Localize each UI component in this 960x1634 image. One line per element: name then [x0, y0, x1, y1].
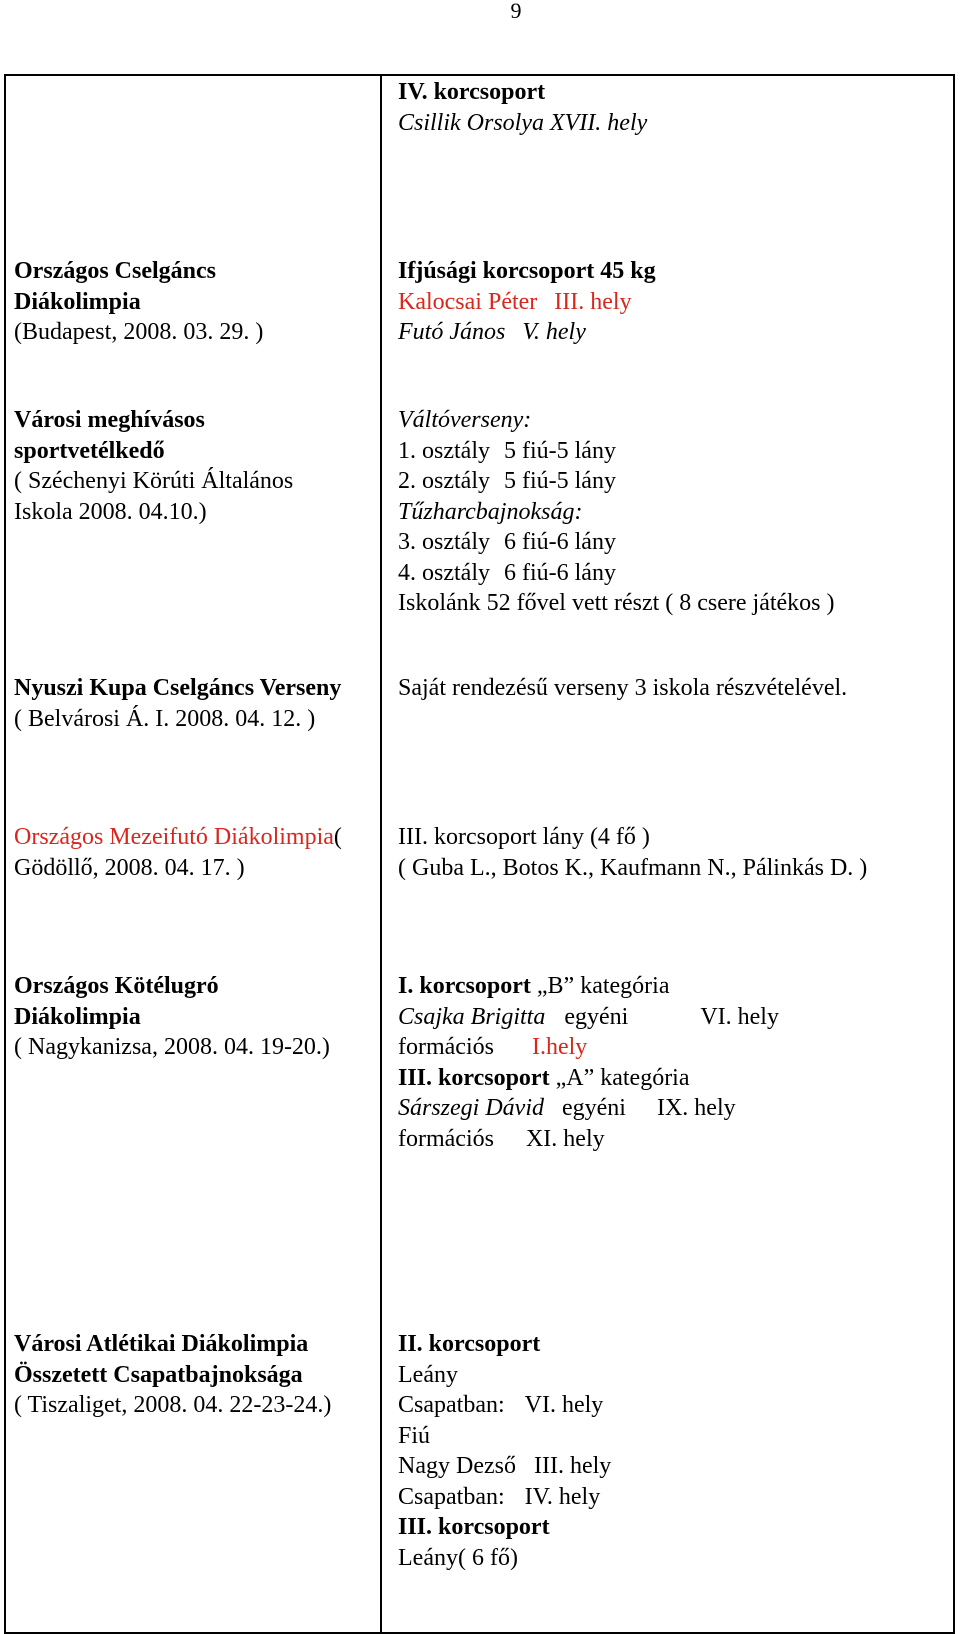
athlete-name: Nagy Dezső [398, 1453, 516, 1479]
column-divider [380, 74, 382, 1634]
result-line [398, 1032, 779, 1063]
row7-results [398, 1329, 611, 1573]
team-members: ( Guba L., Botos K., Kaufmann N., Pálinkás D. ) [398, 854, 868, 881]
page-number: 9 [510, 0, 522, 23]
row4-event [14, 673, 341, 734]
gender-label: Leány [398, 1361, 458, 1388]
row7-event [14, 1329, 331, 1421]
placement: V. hely [522, 319, 586, 345]
team-composition: 6 fiú-6 lány [503, 529, 616, 555]
team-composition: 6 fiú-6 lány [503, 559, 616, 586]
event-location-date: ( Tiszaliget, 2008. 04. 22-23-24.) [14, 1392, 332, 1418]
event-location-date: Gödöllő, 2008. 04. 17. ) [14, 854, 245, 881]
category-title: III. korcsoport lány (4 fő ) [398, 824, 650, 850]
class-label: 3. osztály [398, 529, 490, 555]
category-line [398, 1063, 779, 1094]
subevent-title: Váltóverseny: [398, 407, 532, 433]
row5-event [14, 822, 342, 883]
row5-results [398, 822, 867, 883]
category-title: III. korcsoport [398, 1064, 550, 1091]
row3-results [398, 405, 835, 619]
class-label: 4. osztály [398, 559, 490, 586]
category-title: I. korcsoport [398, 973, 531, 999]
result-line [398, 558, 835, 589]
row2-event [14, 256, 263, 348]
event-location-date: (Budapest, 2008. 03. 29. ) [14, 319, 264, 345]
athlete-name: Kalocsai Péter [398, 288, 538, 315]
team-composition: 5 fiú-5 lány [503, 437, 616, 464]
result-line [398, 527, 835, 558]
result-line [398, 317, 656, 348]
row4-results [398, 673, 847, 704]
event-title-cont: Diákolimpia [14, 288, 141, 315]
event-title-red: Országos Mezeifutó Diákolimpia [14, 824, 334, 850]
event-title [14, 822, 342, 853]
class-label: 2. osztály [398, 468, 490, 494]
athlete-name: Sárszegi Dávid [398, 1095, 544, 1121]
result-line [398, 1482, 611, 1513]
category-title: Ifjúsági korcsoport 45 kg [398, 258, 656, 284]
result-line [398, 1390, 611, 1421]
subevent-title: Tűzharcbajnokság: [398, 498, 583, 525]
event-title: Országos Cselgáncs [14, 258, 216, 284]
class-label: 1. osztály [398, 437, 490, 464]
participation-note: Iskolánk 52 fővel vett részt ( 8 csere játékos ) [398, 590, 835, 616]
result-line [398, 287, 656, 318]
athlete-name: Csajka Brigitta [398, 1003, 546, 1030]
event-location-date: Iskola 2008. 04.10.) [14, 498, 207, 525]
result-line [398, 1124, 779, 1155]
event-paren: ( [333, 824, 342, 850]
event-title: Országos Kötélugró [14, 973, 219, 999]
event-title-cont: Diákolimpia [14, 1003, 141, 1030]
category-title: II. korcsoport [398, 1331, 541, 1357]
result-line [398, 466, 835, 497]
row6-results [398, 971, 779, 1154]
gender-label: Leány( 6 fő) [398, 1544, 518, 1571]
event-title-cont: Összetett Csapatbajnoksága [14, 1361, 303, 1388]
event-title: Városi meghívásos [14, 407, 205, 433]
row3-event [14, 405, 293, 527]
result-line [398, 1093, 779, 1124]
row2-results [398, 256, 656, 348]
athlete-name: Futó János [398, 319, 506, 345]
result-line: Csillik Orsolya XVII. hely [398, 109, 648, 136]
placement: I.hely [531, 1034, 588, 1060]
event-title: Városi Atlétikai Diákolimpia [14, 1331, 309, 1357]
placement: VI. hely [524, 1392, 604, 1418]
placement: III. hely [554, 288, 632, 315]
event-location: ( Széchenyi Körúti Általános [14, 468, 294, 494]
event-title: Nyuszi Kupa Cselgáncs Verseny [14, 675, 342, 701]
team-composition: 5 fiú-5 lány [503, 468, 616, 494]
category-line [398, 971, 779, 1002]
gender-label: Fiú [398, 1422, 431, 1449]
entry-type: formációs [398, 1034, 494, 1060]
entry-type: egyéni [562, 1095, 626, 1121]
category-title: III. korcsoport [398, 1514, 550, 1540]
placement: III. hely [533, 1453, 612, 1479]
result-note: Saját rendezésű verseny 3 iskola részvételével. [398, 675, 848, 701]
placement: VI. hely [700, 1003, 779, 1030]
placement: IX. hely [656, 1095, 736, 1121]
row1-results [398, 77, 647, 138]
category-type: „B” kategória [536, 973, 670, 999]
category-type: „A” kategória [555, 1064, 690, 1091]
result-line [398, 1002, 779, 1033]
result-line [398, 436, 835, 467]
event-title-cont: sportvetélkedő [14, 437, 165, 464]
result-line [398, 1451, 611, 1482]
row6-event [14, 971, 330, 1063]
entry-type: egyéni [564, 1003, 629, 1030]
entry-type: formációs [398, 1125, 494, 1152]
event-location-date: ( Nagykanizsa, 2008. 04. 19-20.) [14, 1034, 330, 1060]
placement: XI. hely [525, 1125, 605, 1152]
category-title: IV. korcsoport [398, 79, 546, 105]
event-location-date: ( Belvárosi Á. I. 2008. 04. 12. ) [14, 705, 316, 732]
team-label: Csapatban: [398, 1483, 505, 1510]
placement: IV. hely [524, 1483, 601, 1510]
team-label: Csapatban: [398, 1392, 505, 1418]
